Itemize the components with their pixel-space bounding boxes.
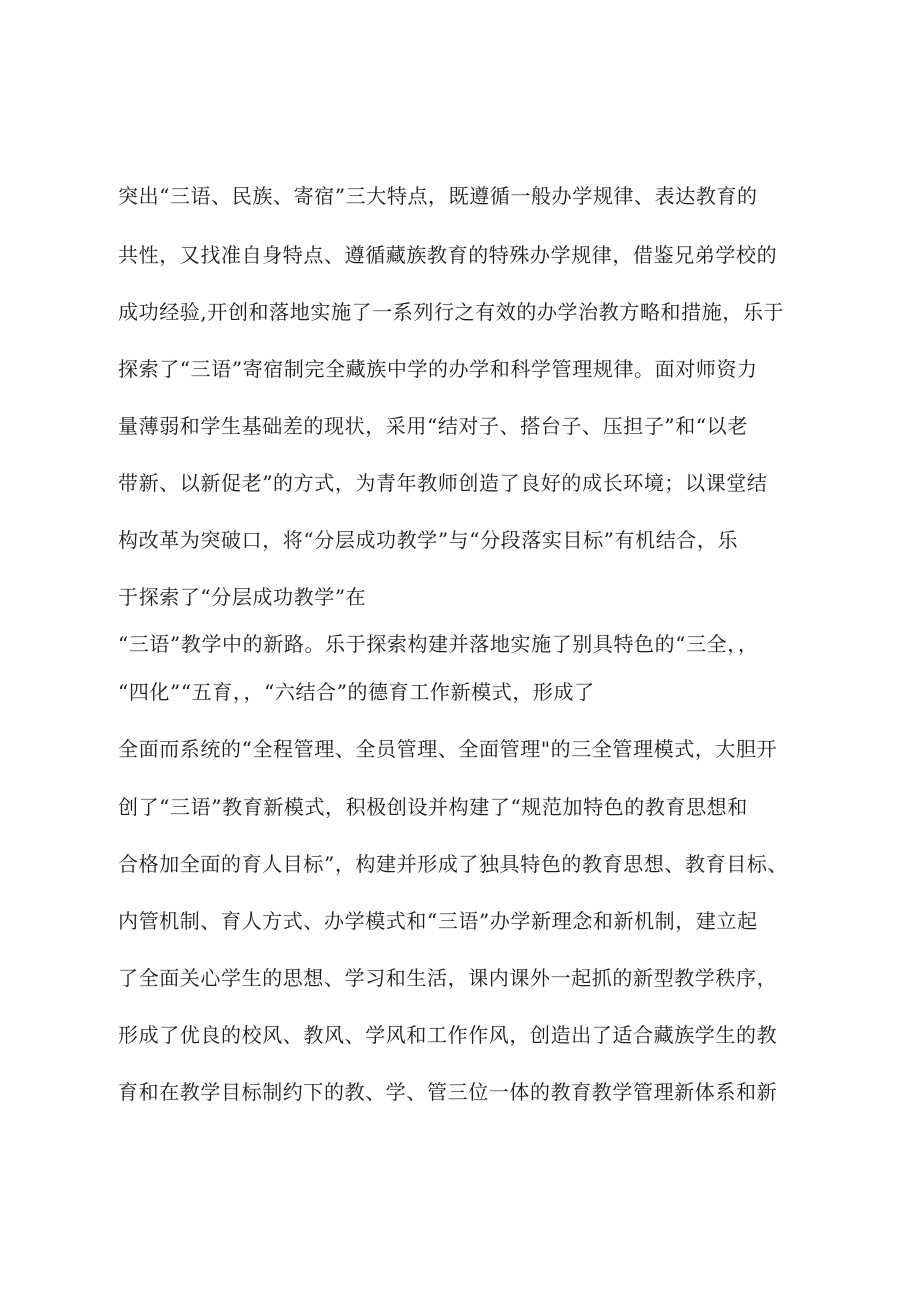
paragraph-line: “四化”“五育，，“六结合”的德育工作新模式，形成了 [118, 680, 595, 704]
paragraph-line: 突出“三语、民族、寄宿”三大特点，既遵循一般办学规律、表达教育的 [118, 184, 758, 208]
paragraph-line: 于探索了“分层成功教学”在 [118, 585, 367, 609]
paragraph-line: 探索了“三语”寄宿制完全藏族中学的办学和科学管理规律。面对师资力 [118, 357, 758, 381]
paragraph-line: 创了“三语”教育新模式，积极创设并构建了“规范加特色的教育思想和 [118, 795, 748, 819]
paragraph-line: 量薄弱和学生基础差的现状，采用“结对子、搭台子、压担子”和“以老 [118, 414, 748, 438]
paragraph-line: 合格加全面的育人目标”，构建并形成了独具特色的教育思想、教育目标、 [118, 852, 789, 876]
paragraph-line: 带新、以新促老”的方式，为青年教师创造了良好的成长环境；以课堂结 [118, 471, 768, 495]
paragraph-line: “三语”教学中的新路。乐于探索构建并落地实施了别具特色的“三全，， [118, 632, 759, 656]
paragraph-line: 成功经验,开创和落地实施了一系列行之有效的办学治教方略和措施，乐于 [118, 300, 785, 324]
paragraph-line: 内管机制、育人方式、办学模式和“三语”办学新理念和新机制，建立起 [118, 909, 758, 933]
paragraph-line: 构改革为突破口，将“分层成功教学”与“分段落实目标”有机结合，乐 [118, 528, 739, 552]
paragraph-line: 形成了优良的校风、教风、学风和工作作风，创造出了适合藏族学生的教 [118, 1023, 778, 1047]
paragraph-line: 全面而系统的“全程管理、全员管理、全面管理"的三全管理模式，大胆开 [118, 737, 778, 761]
paragraph-line: 了全面关心学生的思想、学习和生活，课内课外一起抓的新型教学秩序， [118, 966, 778, 990]
paragraph-line: 共性，又找准自身特点、遵循藏族教育的特殊办学规律，借鉴兄弟学校的 [118, 243, 778, 267]
paragraph-line: 育和在教学目标制约下的教、学、管三位一体的教育教学管理新体系和新 [118, 1080, 778, 1104]
